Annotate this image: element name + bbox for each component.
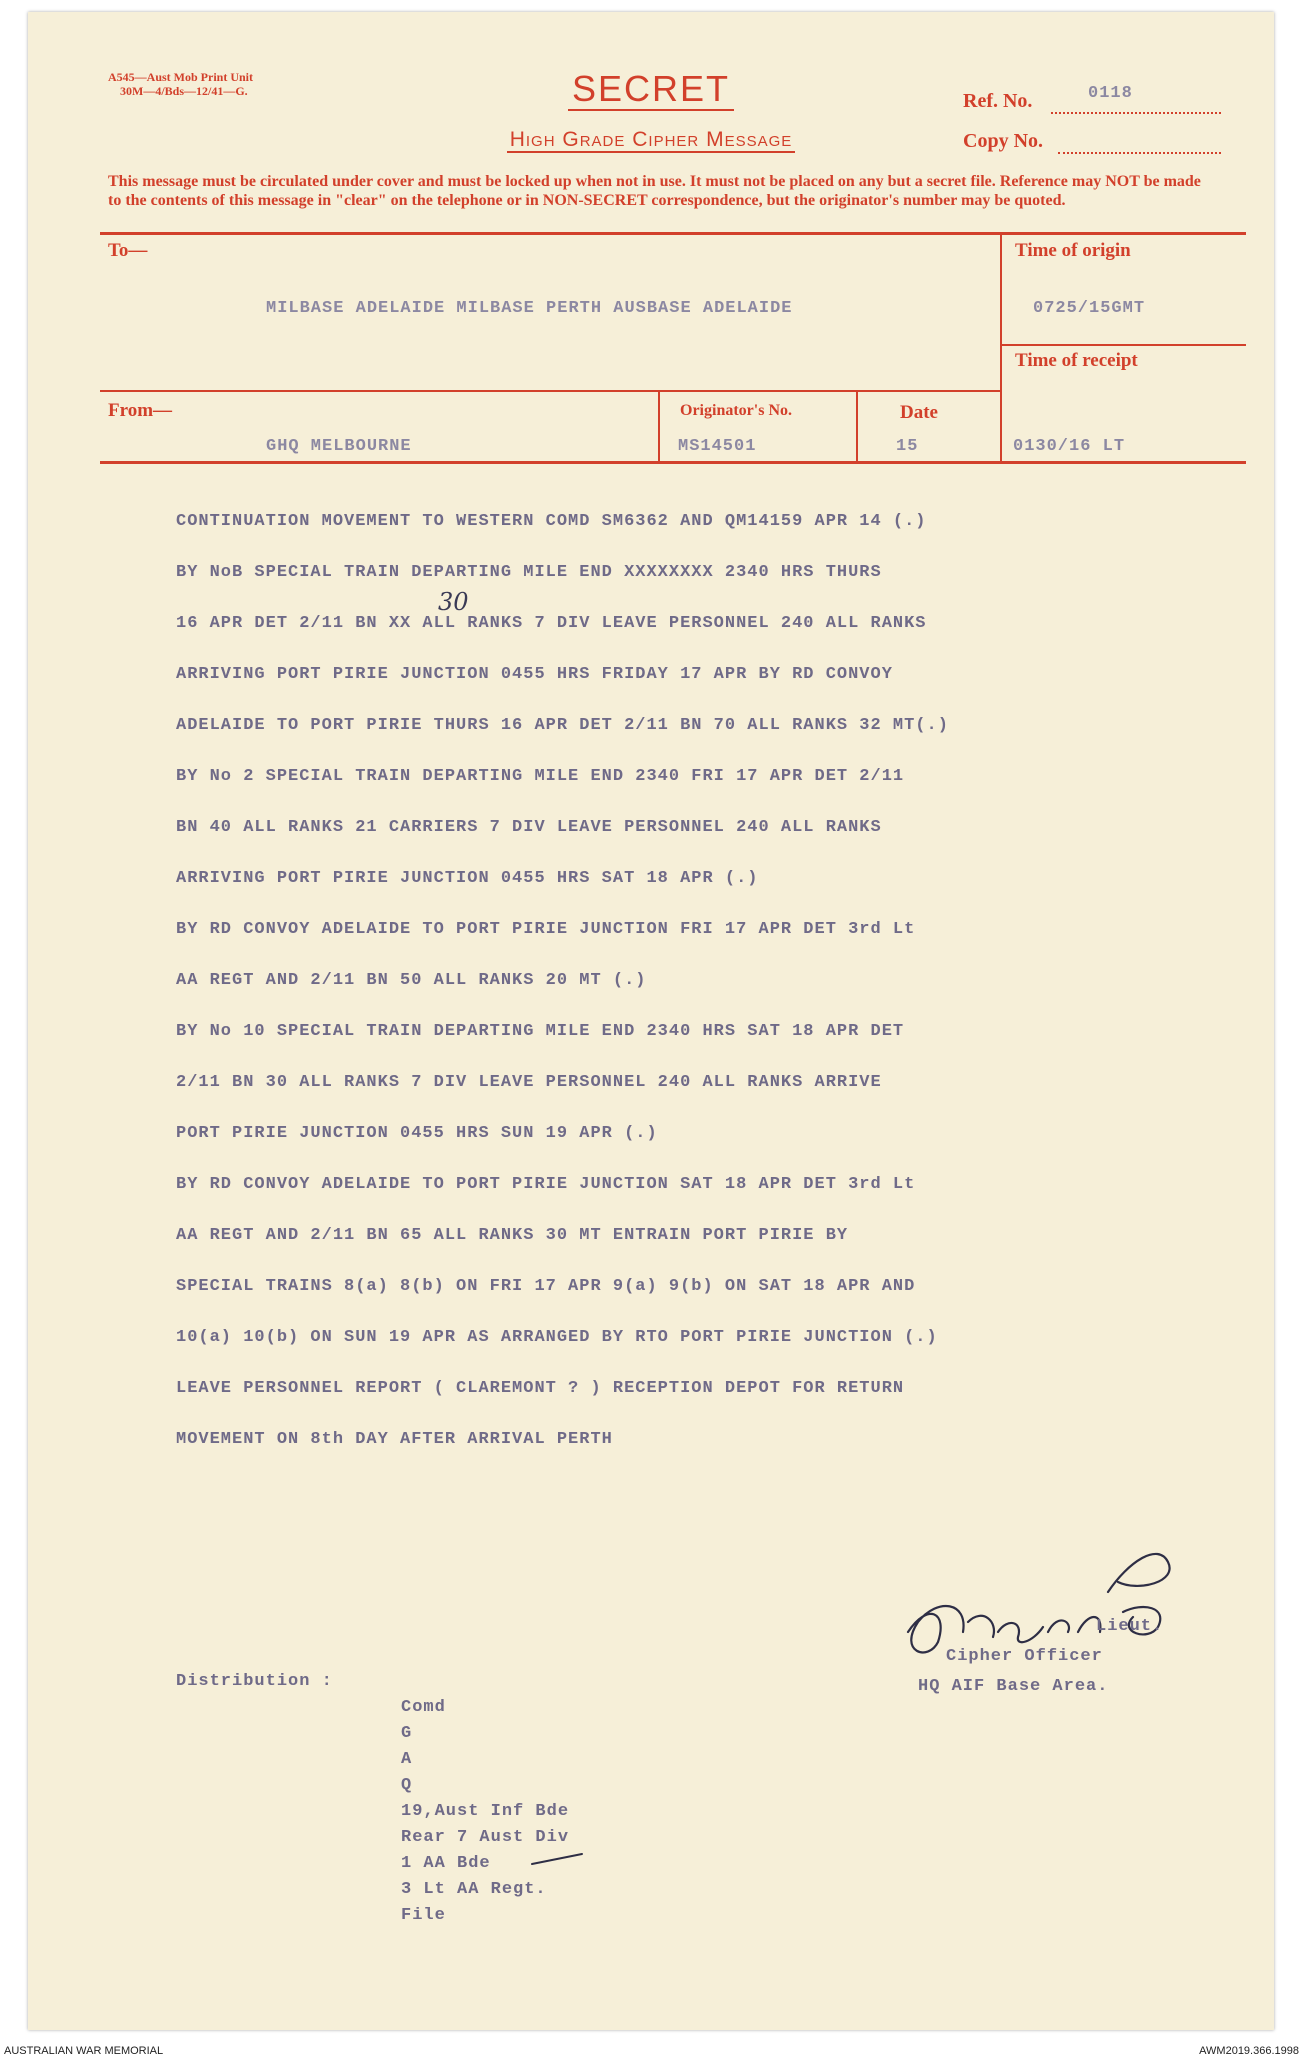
distribution-item: G — [401, 1724, 413, 1743]
time-of-origin-value: 0725/15GMT — [1033, 299, 1146, 318]
ref-no-typed: 0118 — [1088, 84, 1133, 103]
distribution-item: File — [401, 1906, 446, 1925]
body-line: ARRIVING PORT PIRIE JUNCTION 0455 HRS FRIDAY 17 APR BY RD CONVOY — [176, 665, 893, 684]
distribution-item: Comd — [401, 1698, 446, 1717]
ref-no-label: Ref. No. — [963, 90, 1033, 112]
body-line: 16 APR DET 2/11 BN XX ALL RANKS 7 DIV LEAVE PERSONNEL 240 ALL RANKS — [176, 614, 927, 633]
distribution-item: Q — [401, 1776, 413, 1795]
from-value: GHQ MELBOURNE — [266, 437, 412, 456]
time-of-receipt-value: 0130/16 LT — [1013, 437, 1126, 456]
body-line: BY No 2 SPECIAL TRAIN DEPARTING MILE END 2340 FRI 17 APR DET 2/11 — [176, 767, 905, 786]
date-label: Date — [900, 402, 938, 423]
handwritten-correction: 30 — [438, 588, 469, 616]
time-column-divider — [1000, 232, 1002, 462]
cipher-message-title: High Grade Cipher Message — [28, 128, 1274, 152]
body-line: SPECIAL TRAINS 8(a) 8(b) ON FRI 17 APR 9(a) 9(b) ON SAT 18 APR AND — [176, 1277, 916, 1296]
body-line: BY RD CONVOY ADELAIDE TO PORT PIRIE JUNCTION SAT 18 APR DET 3rd Lt — [176, 1175, 916, 1194]
header-top-rule — [100, 232, 1246, 235]
originator-no-value: MS14501 — [678, 437, 757, 456]
body-line: BY No 10 SPECIAL TRAIN DEPARTING MILE END 2340 HRS SAT 18 APR DET — [176, 1022, 905, 1041]
body-line: BY NoB SPECIAL TRAIN DEPARTING MILE END XXXXXXXX 2340 HRS THURS — [176, 563, 882, 582]
distribution-item: 1 AA Bde — [401, 1854, 491, 1873]
document-page — [28, 12, 1274, 2030]
secret-title: SECRET — [28, 68, 1274, 110]
ref-no-line — [1051, 112, 1221, 114]
body-line: AA REGT AND 2/11 BN 50 ALL RANKS 20 MT (.) — [176, 971, 647, 990]
date-divider — [856, 390, 858, 462]
to-addressees: MILBASE ADELAIDE MILBASE PERTH AUSBASE ADELAIDE — [266, 299, 793, 318]
print-unit-line-2: 30M—4/Bds—12/41—G. — [120, 84, 248, 98]
from-row-top-rule — [100, 390, 1002, 392]
body-line: BY RD CONVOY ADELAIDE TO PORT PIRIE JUNCTION FRI 17 APR DET 3rd Lt — [176, 920, 916, 939]
print-unit-line-1: A545—Aust Mob Print Unit — [108, 70, 254, 84]
body-line: 10(a) 10(b) ON SUN 19 APR AS ARRANGED BY RTO PORT PIRIE JUNCTION (.) — [176, 1328, 938, 1347]
copy-no-line — [1058, 152, 1221, 154]
warning-text: This message must be circulated under cover and must be locked up when not in use. It must not be placed on any but a secret file. Reference may NOT be made to the contents of this message in "clear" on the telephone or in NON-SECRET correspondence, but the originator's number may be quoted. — [108, 173, 1201, 209]
signature-text — [908, 1602, 915, 1603]
body-line: ADELAIDE TO PORT PIRIE THURS 16 APR DET 2/11 BN 70 ALL RANKS 32 MT(.) — [176, 716, 949, 735]
footer-credit: AUSTRALIAN WAR MEMORIAL — [4, 2045, 164, 2057]
time-divider-rule — [1000, 344, 1246, 346]
body-line: LEAVE PERSONNEL REPORT ( CLAREMONT ? ) RECEPTION DEPOT FOR RETURN — [176, 1379, 905, 1398]
distribution-label: Distribution : — [176, 1672, 333, 1691]
body-line: MOVEMENT ON 8th DAY AFTER ARRIVAL PERTH — [176, 1430, 613, 1449]
distribution-item: 19,Aust Inf Bde — [401, 1802, 570, 1821]
distribution-item: 3 Lt AA Regt. — [401, 1880, 547, 1899]
time-of-receipt-label: Time of receipt — [1015, 350, 1138, 371]
date-value: 15 — [896, 437, 919, 456]
body-line: BN 40 ALL RANKS 21 CARRIERS 7 DIV LEAVE PERSONNEL 240 ALL RANKS — [176, 818, 882, 837]
distribution-item: Rear 7 Aust Div — [401, 1828, 570, 1847]
body-line: PORT PIRIE JUNCTION 0455 HRS SUN 19 APR (.) — [176, 1124, 658, 1143]
to-label: To— — [108, 240, 148, 261]
distribution-tick-mark — [528, 1850, 588, 1870]
from-label: From— — [108, 400, 173, 421]
header-bottom-rule — [100, 461, 1246, 464]
originator-divider — [658, 390, 660, 462]
originator-no-label: Originator's No. — [680, 402, 792, 419]
body-line: ARRIVING PORT PIRIE JUNCTION 0455 HRS SAT 18 APR (.) — [176, 869, 759, 888]
body-line: CONTINUATION MOVEMENT TO WESTERN COMD SM6362 AND QM14159 APR 14 (.) — [176, 512, 927, 531]
body-line: AA REGT AND 2/11 BN 65 ALL RANKS 30 MT ENTRAIN PORT PIRIE BY — [176, 1226, 849, 1245]
signature-title: Cipher Officer — [946, 1647, 1103, 1666]
signature-unit: HQ AIF Base Area. — [918, 1677, 1109, 1696]
footer-accession: AWM2019.366.1998 — [1199, 2045, 1299, 2057]
copy-no-label: Copy No. — [963, 130, 1044, 152]
signature-rank: Lieut. — [1096, 1617, 1164, 1636]
body-line: 2/11 BN 30 ALL RANKS 7 DIV LEAVE PERSONNEL 240 ALL RANKS ARRIVE — [176, 1073, 882, 1092]
distribution-item: A — [401, 1750, 413, 1769]
time-of-origin-label: Time of origin — [1015, 240, 1131, 261]
